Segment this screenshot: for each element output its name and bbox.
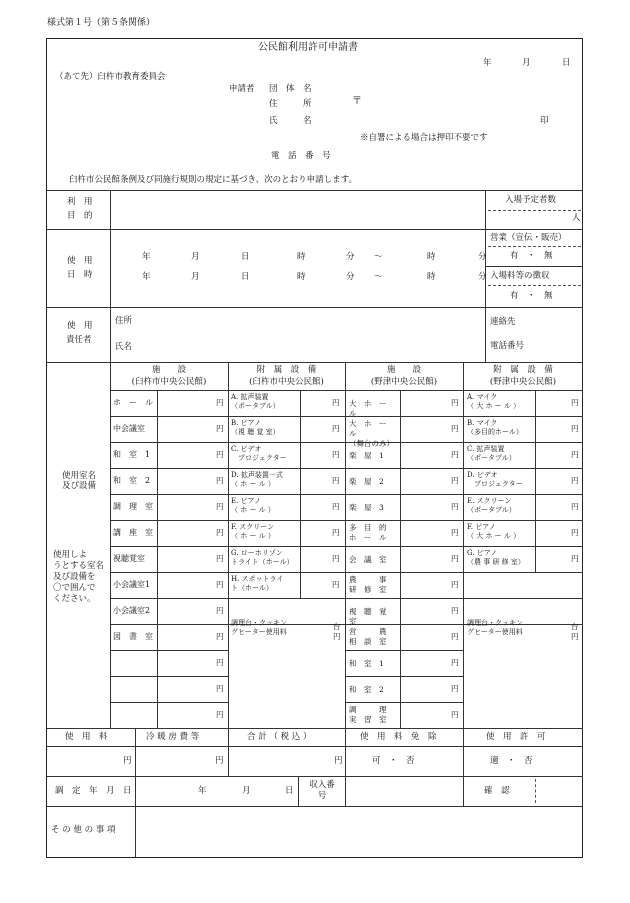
equipment-chuo-yen-2[interactable]: 円 bbox=[332, 424, 340, 433]
facility-chuo-yen-12[interactable]: 円 bbox=[216, 684, 224, 693]
dt2-hour-2[interactable]: 時 bbox=[427, 272, 436, 282]
dt1-day[interactable]: 日 bbox=[241, 252, 250, 262]
equipment-notsu-dai[interactable]: 台 bbox=[571, 622, 579, 631]
date-day[interactable]: 日 bbox=[562, 58, 571, 68]
dt1-hour[interactable]: 時 bbox=[297, 252, 306, 262]
facility-notsu-6[interactable]: 多 目 的 ホ ー ル bbox=[349, 523, 387, 542]
rooms-header-sub-2: (臼杵市中央公民館) bbox=[249, 377, 324, 387]
facility-chuo-yen-8[interactable]: 円 bbox=[216, 580, 224, 589]
responsible-name[interactable]: 氏名 bbox=[115, 342, 133, 352]
dt1-tilde: 〜 bbox=[374, 252, 383, 262]
facility-notsu-yen-8[interactable]: 円 bbox=[451, 580, 459, 589]
facility-notsu-5[interactable]: 楽 屋 3 bbox=[349, 503, 384, 512]
date-year[interactable]: 年 bbox=[483, 58, 492, 68]
form-number: 様式第１号（第５条関係） bbox=[47, 18, 156, 28]
intro-text: 臼杵市公民館条例及び同施行規則の規定に基づき、次のとおり申請します。 bbox=[69, 175, 357, 185]
dt1-month[interactable]: 月 bbox=[191, 252, 200, 262]
equipment-notsu-yen-7[interactable]: 円 bbox=[571, 554, 579, 563]
dt2-minute[interactable]: 分 bbox=[346, 272, 355, 282]
seal-note: ※自署による場合は押印不要です bbox=[360, 133, 488, 143]
facility-notsu-yen-5[interactable]: 円 bbox=[451, 502, 459, 511]
purpose-label-2: 目 的 bbox=[67, 211, 93, 221]
fee-collection-label: 入場料等の徴収 bbox=[490, 271, 550, 281]
equipment-chuo-yen-1[interactable]: 円 bbox=[332, 398, 340, 407]
responsible-label-2: 責任者 bbox=[66, 335, 92, 345]
rooms-row-line bbox=[463, 442, 583, 443]
total-label: 合 計 （ 税 込 ） bbox=[247, 732, 312, 742]
facility-notsu-9[interactable]: 視 聴 覚 室 bbox=[349, 607, 394, 626]
rooms-row-line bbox=[463, 494, 583, 495]
rooms-row-line bbox=[463, 572, 583, 573]
facility-chuo-5[interactable]: 調 理 室 bbox=[113, 502, 153, 511]
facility-chuo-yen-1[interactable]: 円 bbox=[216, 398, 224, 407]
equipment-notsu-yen-4[interactable]: 円 bbox=[571, 476, 579, 485]
rooms-row-line bbox=[463, 598, 583, 599]
rooms-row-line bbox=[228, 572, 345, 573]
rooms-instruction: 使用しよ うとする室名 及び設備を 〇で囲んで ください。 bbox=[53, 550, 105, 605]
equipment-notsu-5[interactable]: E. スクリーン （ポータブル） bbox=[467, 497, 516, 515]
adjust-day[interactable]: 日 bbox=[285, 786, 294, 796]
rooms-row-line bbox=[110, 676, 228, 677]
rooms-row-line bbox=[110, 494, 228, 495]
facility-notsu-yen-13[interactable]: 円 bbox=[451, 710, 459, 719]
rooms-header-line bbox=[110, 390, 583, 391]
facility-chuo-yen-7[interactable]: 円 bbox=[216, 554, 224, 563]
equipment-chuo-9[interactable]: 調理台・クッキン グヒーター使用料 bbox=[231, 619, 287, 637]
dt1-hour-2[interactable]: 時 bbox=[427, 252, 436, 262]
facility-notsu-yen-9[interactable]: 円 bbox=[451, 606, 459, 615]
facility-chuo-yen-11[interactable]: 円 bbox=[216, 658, 224, 667]
exemption-label: 使 用 料 免 除 bbox=[360, 732, 437, 742]
dt2-month[interactable]: 月 bbox=[191, 272, 200, 282]
equipment-chuo-dai[interactable]: 台 bbox=[333, 622, 341, 631]
facility-notsu-yen-4[interactable]: 円 bbox=[451, 476, 459, 485]
facility-chuo-yen-13[interactable]: 円 bbox=[216, 710, 224, 719]
purpose-label-1: 利 用 bbox=[67, 197, 93, 207]
rooms-header-sub-1: (臼杵市中央公民館) bbox=[131, 377, 207, 387]
usage-fee-yen[interactable]: 円 bbox=[123, 756, 132, 766]
equipment-notsu-cooking-yen[interactable]: 円 bbox=[571, 632, 579, 641]
facility-chuo-yen-5[interactable]: 円 bbox=[216, 502, 224, 511]
dt2-tilde: 〜 bbox=[374, 272, 383, 282]
equipment-chuo-yen-8[interactable]: 円 bbox=[332, 580, 340, 589]
equipment-chuo-yen-4[interactable]: 円 bbox=[332, 476, 340, 485]
heating-label: 冷 暖 房 費 等 bbox=[146, 732, 200, 742]
equipment-notsu-yen-1[interactable]: 円 bbox=[571, 398, 579, 407]
facility-chuo-7[interactable]: 視聴覚室 bbox=[113, 554, 145, 563]
rooms-row-line bbox=[345, 702, 463, 703]
equipment-chuo-cooking-yen[interactable]: 円 bbox=[333, 632, 341, 641]
facility-chuo-3[interactable]: 和 室 1 bbox=[113, 450, 151, 459]
facility-notsu-yen-7[interactable]: 円 bbox=[451, 554, 459, 563]
facility-chuo-yen-6[interactable]: 円 bbox=[216, 528, 224, 537]
facility-notsu-yen-1[interactable]: 円 bbox=[451, 398, 459, 407]
fee-collection-yesno[interactable]: 有 ・ 無 bbox=[510, 291, 553, 301]
rooms-header-sub-4: (野津中央公民館) bbox=[489, 377, 557, 387]
rooms-header-4: 附 属 設 備 bbox=[493, 365, 553, 375]
sales-yesno[interactable]: 有 ・ 無 bbox=[510, 251, 553, 261]
phone-label: 電 話 番 号 bbox=[271, 151, 331, 161]
rooms-row-line bbox=[463, 546, 583, 547]
rooms-row-line bbox=[463, 468, 583, 469]
equipment-chuo-yen-7[interactable]: 円 bbox=[332, 554, 340, 563]
rooms-row-line bbox=[345, 598, 463, 599]
equipment-notsu-2[interactable]: B. マイク （多目的ホール） bbox=[467, 419, 523, 437]
facility-chuo-yen-2[interactable]: 円 bbox=[216, 424, 224, 433]
attendees-unit[interactable]: 人 bbox=[572, 213, 581, 223]
equipment-notsu-7[interactable]: G. ピアノ （農 事 研 修 室） bbox=[467, 549, 525, 567]
equipment-chuo-1[interactable]: A. 拡声装置 （ポータブル） bbox=[231, 393, 280, 411]
rooms-header-3: 施 設 bbox=[386, 365, 421, 375]
equipment-chuo-7[interactable]: G. ローホリゾン トライト（ホール） bbox=[231, 549, 294, 567]
seal-mark: 印 bbox=[540, 116, 549, 126]
dt1-minute-2[interactable]: 分 bbox=[478, 252, 487, 262]
adjust-year[interactable]: 年 bbox=[198, 786, 207, 796]
rooms-row-line bbox=[345, 546, 463, 547]
heating-yen[interactable]: 円 bbox=[215, 756, 224, 766]
facility-notsu-13[interactable]: 調 理 実 習 室 bbox=[349, 705, 387, 724]
equipment-notsu-1[interactable]: A. マイク （ 大 ホ ー ル ） bbox=[467, 393, 521, 411]
rooms-row-line bbox=[228, 468, 345, 469]
facility-notsu-yen-6[interactable]: 円 bbox=[451, 528, 459, 537]
facility-chuo-1[interactable]: ホ ー ル bbox=[113, 398, 153, 407]
equipment-chuo-yen-6[interactable]: 円 bbox=[332, 528, 340, 537]
facility-chuo-10[interactable]: 図 書 室 bbox=[113, 632, 153, 641]
rooms-row-line bbox=[228, 442, 345, 443]
dt2-day[interactable]: 日 bbox=[241, 272, 250, 282]
dt2-year[interactable]: 年 bbox=[142, 272, 151, 282]
datetime-label-2: 日 時 bbox=[67, 270, 93, 280]
org-label: 団 体 名 bbox=[269, 84, 312, 94]
dt2-hour[interactable]: 時 bbox=[297, 272, 306, 282]
facility-chuo-2[interactable]: 中会議室 bbox=[113, 424, 145, 433]
rooms-row-line bbox=[228, 598, 345, 599]
applicant-label: 申請者 bbox=[229, 84, 255, 94]
other-label: そ の 他 の 事 項 bbox=[51, 825, 116, 835]
addressee: （あて先）臼杵市教育委員会 bbox=[55, 72, 166, 82]
receipt-number-label: 収入番 号 bbox=[309, 780, 335, 801]
rooms-row-line bbox=[463, 416, 583, 417]
rooms-label: 使用室名 及び設備 bbox=[61, 471, 96, 491]
equipment-notsu-9[interactable]: 調理台・クッキン グヒーター使用料 bbox=[467, 619, 523, 637]
rooms-row-line bbox=[228, 416, 345, 417]
rooms-row-line bbox=[345, 468, 463, 469]
equipment-notsu-4[interactable]: D. ビデオ プロジェクター bbox=[467, 471, 523, 489]
rooms-inner-divider bbox=[157, 390, 158, 728]
equipment-chuo-yen-3[interactable]: 円 bbox=[332, 450, 340, 459]
facility-chuo-yen-3[interactable]: 円 bbox=[216, 450, 224, 459]
facility-notsu-2[interactable]: 大 ホ ー ル （舞台のみ） bbox=[349, 419, 394, 448]
equipment-notsu-yen-2[interactable]: 円 bbox=[571, 424, 579, 433]
facility-notsu-1[interactable]: 大 ホ ー ル bbox=[349, 399, 394, 418]
exemption-value[interactable]: 可 ・ 否 bbox=[372, 756, 415, 766]
rooms-row-line bbox=[110, 520, 228, 521]
rooms-row-line bbox=[345, 520, 463, 521]
rooms-row-line bbox=[110, 650, 228, 651]
rooms-row-line bbox=[345, 494, 463, 495]
rooms-inner-divider bbox=[300, 390, 301, 598]
facility-notsu-yen-11[interactable]: 円 bbox=[451, 658, 459, 667]
address-label: 住 所 bbox=[269, 99, 312, 109]
equipment-chuo-8[interactable]: H. スポットライ ト（ホール） bbox=[231, 575, 284, 593]
facility-chuo-4[interactable]: 和 室 2 bbox=[113, 476, 151, 485]
date-month[interactable]: 月 bbox=[522, 58, 531, 68]
rooms-row-line bbox=[110, 598, 228, 599]
equipment-notsu-3[interactable]: C. 拡声装置 （ポータブル） bbox=[467, 445, 516, 463]
facility-notsu-yen-3[interactable]: 円 bbox=[451, 450, 459, 459]
responsible-address[interactable]: 住所 bbox=[115, 316, 133, 326]
facility-chuo-9[interactable]: 小会議室2 bbox=[113, 606, 151, 615]
rooms-row-line bbox=[110, 468, 228, 469]
postal-mark: 〒 bbox=[352, 96, 362, 107]
rooms-inner-divider bbox=[535, 390, 536, 572]
rooms-header-2: 附 属 設 備 bbox=[256, 365, 317, 375]
dt2-minute-2[interactable]: 分 bbox=[478, 272, 487, 282]
equipment-chuo-4[interactable]: D. 拡声装置一式 （ ホ ー ル ） bbox=[231, 471, 283, 489]
facility-notsu-12[interactable]: 和 室 2 bbox=[349, 685, 384, 694]
facility-notsu-yen-10[interactable]: 円 bbox=[451, 632, 459, 641]
contact-label: 連絡先 bbox=[490, 317, 516, 327]
facility-notsu-yen-12[interactable]: 円 bbox=[451, 684, 459, 693]
rooms-row-line bbox=[110, 702, 228, 703]
rooms-row-line bbox=[110, 546, 228, 547]
sales-label: 営業（宣伝・販売） bbox=[490, 233, 567, 243]
facility-chuo-yen-10[interactable]: 円 bbox=[216, 632, 224, 641]
rooms-row-line bbox=[110, 624, 228, 625]
facility-chuo-yen-4[interactable]: 円 bbox=[216, 476, 224, 485]
datetime-label-1: 使 用 bbox=[67, 256, 93, 266]
rooms-row-line bbox=[463, 520, 583, 521]
equipment-notsu-yen-6[interactable]: 円 bbox=[571, 528, 579, 537]
facility-chuo-8[interactable]: 小会議室1 bbox=[113, 580, 151, 589]
adjust-date-label: 調 定 年 月 日 bbox=[55, 786, 132, 796]
equipment-notsu-6[interactable]: F. ピアノ （ 大 ホ ー ル ） bbox=[467, 523, 521, 541]
name-label: 氏 名 bbox=[269, 116, 312, 126]
equipment-chuo-yen-5[interactable]: 円 bbox=[332, 502, 340, 511]
permit-value[interactable]: 適 ・ 否 bbox=[490, 756, 533, 766]
rooms-row-line bbox=[345, 572, 463, 573]
rooms-row-line bbox=[228, 494, 345, 495]
equipment-chuo-2[interactable]: B. ピアノ （視 聴 覚 室） bbox=[231, 419, 280, 437]
equipment-notsu-yen-5[interactable]: 円 bbox=[571, 502, 579, 511]
facility-notsu-11[interactable]: 和 室 1 bbox=[349, 659, 384, 668]
rooms-row-line bbox=[110, 572, 228, 573]
contact-phone[interactable]: 電話番号 bbox=[490, 341, 525, 351]
total-yen[interactable]: 円 bbox=[334, 756, 343, 766]
dt1-year[interactable]: 年 bbox=[142, 252, 151, 262]
attendees-label: 入場予定者数 bbox=[505, 195, 557, 205]
permit-label: 使 用 許 可 bbox=[486, 732, 546, 742]
facility-notsu-4[interactable]: 楽 屋 2 bbox=[349, 477, 384, 486]
rooms-row-line bbox=[110, 442, 228, 443]
rooms-header-sub-3: (野津中央公民館) bbox=[370, 377, 438, 387]
rooms-row-line bbox=[345, 650, 463, 651]
rooms-row-line bbox=[228, 546, 345, 547]
facility-notsu-yen-2[interactable]: 円 bbox=[451, 424, 459, 433]
equipment-chuo-3[interactable]: C. ビデオ プロジェクター bbox=[231, 445, 287, 463]
equipment-chuo-6[interactable]: F. スクリーン （ ホ ー ル ） bbox=[231, 523, 275, 541]
facility-notsu-8[interactable]: 農 事 研 修 室 bbox=[349, 575, 387, 594]
page-title: 公民館利用許可申請書 bbox=[258, 42, 358, 53]
facility-chuo-6[interactable]: 講 座 室 bbox=[113, 528, 153, 537]
facility-notsu-7[interactable]: 会 議 室 bbox=[349, 555, 387, 564]
responsible-label-1: 使 用 bbox=[67, 321, 93, 331]
rooms-row-line bbox=[345, 676, 463, 677]
facility-notsu-10[interactable]: 営 農 相 談 室 bbox=[349, 627, 387, 646]
rooms-row-line bbox=[228, 520, 345, 521]
confirm-label: 確 認 bbox=[484, 786, 510, 796]
dt1-minute[interactable]: 分 bbox=[346, 252, 355, 262]
equipment-chuo-5[interactable]: E. ピアノ （ ホ ー ル ） bbox=[231, 497, 275, 515]
adjust-month[interactable]: 月 bbox=[242, 786, 251, 796]
facility-notsu-3[interactable]: 楽 屋 1 bbox=[349, 451, 384, 460]
usage-fee-label: 使 用 料 bbox=[65, 732, 108, 742]
rooms-row-line bbox=[110, 416, 228, 417]
facility-chuo-yen-9[interactable]: 円 bbox=[216, 606, 224, 615]
equipment-notsu-yen-3[interactable]: 円 bbox=[571, 450, 579, 459]
rooms-header-1: 施 設 bbox=[151, 365, 186, 375]
